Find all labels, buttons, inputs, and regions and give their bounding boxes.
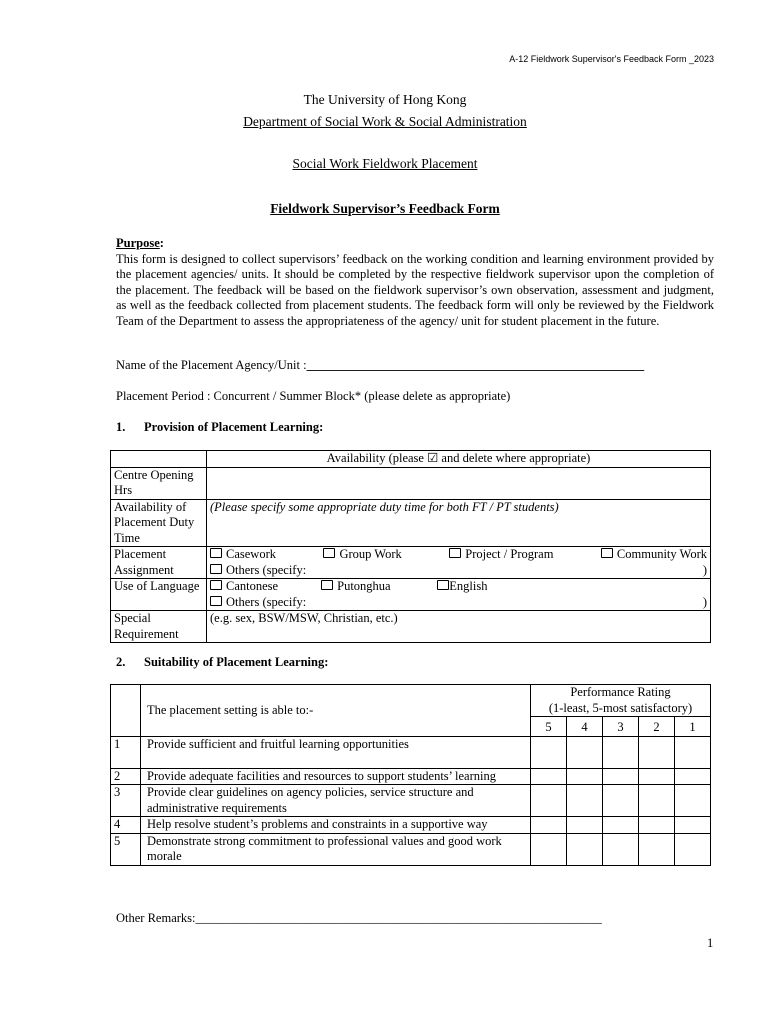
table-row: [111, 547, 711, 579]
assignment-options: [207, 547, 711, 579]
language-label: Use of Language: [111, 579, 207, 611]
statement-header: The placement setting is able to:-: [141, 685, 531, 737]
rating-cell[interactable]: [675, 736, 711, 768]
checkbox-icon[interactable]: [601, 548, 613, 558]
table-row: [111, 817, 711, 834]
duty-time-hint: (Please specify some appropriate duty time for both FT / PT students): [210, 499, 559, 514]
table-row: [111, 833, 711, 865]
language-options: [207, 579, 711, 611]
table-row: [111, 685, 711, 717]
item-text: Provide sufficient and fruitful learning opportunities: [141, 736, 531, 768]
item-number: 1: [111, 736, 141, 768]
table-row: [111, 785, 711, 817]
checkbox-icon[interactable]: [437, 580, 449, 590]
duty-time-value[interactable]: [207, 499, 711, 547]
checkbox-icon[interactable]: [323, 548, 335, 558]
rating-cell[interactable]: [531, 833, 567, 865]
special-requirement-label: Special Requirement: [111, 611, 207, 643]
rating-cell[interactable]: [567, 817, 603, 834]
option-label: Group Work: [339, 547, 402, 561]
project-program-option[interactable]: [449, 547, 553, 563]
opening-hours-label: Centre Opening Hrs: [111, 467, 207, 499]
table-row: [111, 768, 711, 785]
purpose-section: Purpose: This form is designed to collect supervisors’ feedback on the working condition and learning environment provided by the placement agencies/ units. It should be completed by the respective fieldwork supervisor upon the completion of the placement. The feedback will be based on the fieldwork supervisor’s own observation, assessment and judgment, as well as the feedback collected from placement students. The feedback form will only be reviewed by the Fieldwork Team of the Department to assess the appropriateness of the agency/ unit for student placement in the future.: [116, 236, 714, 328]
rating-cell[interactable]: [639, 736, 675, 768]
item-number: 3: [111, 785, 141, 817]
university-name: The University of Hong Kong: [303, 92, 467, 107]
option-label: Community Work: [616, 547, 707, 561]
availability-header: Availability (please ☑ and delete where appropriate): [207, 451, 711, 468]
item-text: Provide clear guidelines on agency policies, service structure and administrative requirements: [141, 785, 531, 817]
closing-paren: ): [702, 562, 707, 577]
item-number: 2: [111, 768, 141, 785]
rating-cell[interactable]: [567, 785, 603, 817]
rating-cell[interactable]: [531, 785, 567, 817]
section-2-number: 2.: [116, 655, 126, 669]
table-row: [111, 451, 711, 468]
table-header-empty: [111, 451, 207, 468]
assignment-others-option[interactable]: [210, 563, 306, 579]
item-text: Help resolve student’s problems and constraints in a supportive way: [141, 817, 531, 834]
checkbox-icon[interactable]: [210, 580, 222, 590]
group-work-option[interactable]: [323, 547, 401, 563]
rating-header-scale: (1-least, 5-most satisfactory): [548, 700, 693, 715]
item-number: 5: [111, 833, 141, 865]
rating-cell[interactable]: [603, 768, 639, 785]
placement-period[interactable]: Placement Period : Concurrent / Summer Block* (please delete as appropriate): [116, 389, 511, 403]
table-row: [111, 611, 711, 643]
option-label: Project / Program: [465, 547, 554, 561]
rating-cell[interactable]: [675, 785, 711, 817]
program-name: [0, 156, 770, 172]
scale-1: 1: [675, 717, 711, 737]
duty-time-label: Availability of Placement Duty Time: [111, 499, 207, 547]
table-row: [111, 467, 711, 499]
opening-hours-value[interactable]: [207, 467, 711, 499]
purpose-text: This form is designed to collect supervisors’ feedback on the working condition and learning environment provided by the placement agencies/ units. It should be completed by the respective fieldwork supervisor upon the completion of the placement. The feedback will be based on the fieldwork supervisor’s own observation, assessment and judgment, as well as the feedback collected from placement students. The feedback form will only be reviewed by the Fieldwork Team of the Department to assess the appropriateness of the agency/ unit for student placement in the future.: [116, 251, 714, 328]
scale-2: 2: [639, 717, 675, 737]
item-text: Provide adequate facilities and resources to support students’ learning: [141, 768, 531, 785]
section-2-heading: [116, 655, 328, 670]
section-1-heading: [116, 420, 323, 435]
checkbox-icon[interactable]: [321, 580, 333, 590]
community-work-option[interactable]: [601, 547, 707, 563]
rating-cell[interactable]: [603, 833, 639, 865]
department-name: [0, 114, 770, 130]
agency-name-field[interactable]: [116, 358, 644, 373]
item-text: Demonstrate strong commitment to professional values and good work morale: [141, 833, 531, 865]
english-option[interactable]: [437, 579, 487, 593]
scale-3: 3: [603, 717, 639, 737]
assignment-label: Placement Assignment: [111, 547, 207, 579]
checkbox-icon[interactable]: [449, 548, 461, 558]
rating-cell[interactable]: [531, 736, 567, 768]
other-remarks-field[interactable]: Other Remarks:_________________________________________________________________: [116, 911, 602, 925]
form-title: [0, 201, 770, 217]
language-others-option[interactable]: [210, 595, 306, 611]
rating-cell[interactable]: [531, 817, 567, 834]
rating-cell[interactable]: [675, 817, 711, 834]
option-label: Cantonese: [226, 579, 279, 593]
document-header-note: A-12 Fieldwork Supervisor's Feedback Form _2023: [509, 54, 714, 64]
rating-cell[interactable]: [567, 833, 603, 865]
rating-cell[interactable]: [603, 817, 639, 834]
program-text: Social Work Fieldwork Placement: [292, 156, 478, 171]
table-row: [111, 499, 711, 547]
rating-cell[interactable]: [639, 768, 675, 785]
rating-cell[interactable]: [639, 785, 675, 817]
rating-cell[interactable]: [567, 768, 603, 785]
option-label: Others (specify:: [226, 562, 307, 577]
rating-cell[interactable]: [603, 785, 639, 817]
table-header-empty: [111, 685, 141, 737]
rating-header: [531, 685, 711, 717]
checkbox-icon[interactable]: [210, 596, 222, 606]
item-number: 4: [111, 817, 141, 834]
checkbox-icon[interactable]: [210, 548, 222, 558]
table-row: [111, 736, 711, 768]
rating-cell[interactable]: [639, 833, 675, 865]
table-row: [111, 579, 711, 611]
rating-cell[interactable]: [603, 736, 639, 768]
special-requirement-value[interactable]: (e.g. sex, BSW/MSW, Christian, etc.): [207, 611, 711, 643]
option-label: English: [449, 579, 488, 593]
closing-paren: ): [702, 594, 707, 609]
rating-cell[interactable]: [567, 736, 603, 768]
option-label: Others (specify:: [226, 594, 307, 609]
section-1-title: Provision of Placement Learning:: [144, 420, 324, 434]
rating-cell[interactable]: [675, 768, 711, 785]
suitability-table: [110, 684, 711, 866]
page-number: 1: [707, 936, 714, 950]
rating-header-title: Performance Rating: [570, 685, 671, 699]
agency-blank[interactable]: ______________________________________________________: [306, 358, 645, 372]
scale-5: 5: [531, 717, 567, 737]
provision-table: [110, 450, 711, 643]
rating-cell[interactable]: [531, 768, 567, 785]
section-1-number: 1.: [116, 420, 126, 434]
checkbox-icon[interactable]: [210, 564, 222, 574]
putonghua-option[interactable]: [321, 579, 434, 595]
department-text: Department of Social Work & Social Administration: [243, 114, 527, 129]
form-title-text: Fieldwork Supervisor’s Feedback Form: [270, 201, 500, 216]
agency-label: Name of the Placement Agency/Unit :: [116, 358, 307, 372]
cantonese-option[interactable]: [210, 579, 318, 595]
scale-4: 4: [567, 717, 603, 737]
section-2-title: Suitability of Placement Learning:: [144, 655, 329, 669]
option-label: Putonghua: [337, 579, 391, 593]
rating-cell[interactable]: [675, 833, 711, 865]
rating-cell[interactable]: [639, 817, 675, 834]
casework-option[interactable]: [210, 547, 276, 563]
option-label: Casework: [226, 547, 276, 561]
purpose-label: Purpose: [116, 236, 160, 250]
